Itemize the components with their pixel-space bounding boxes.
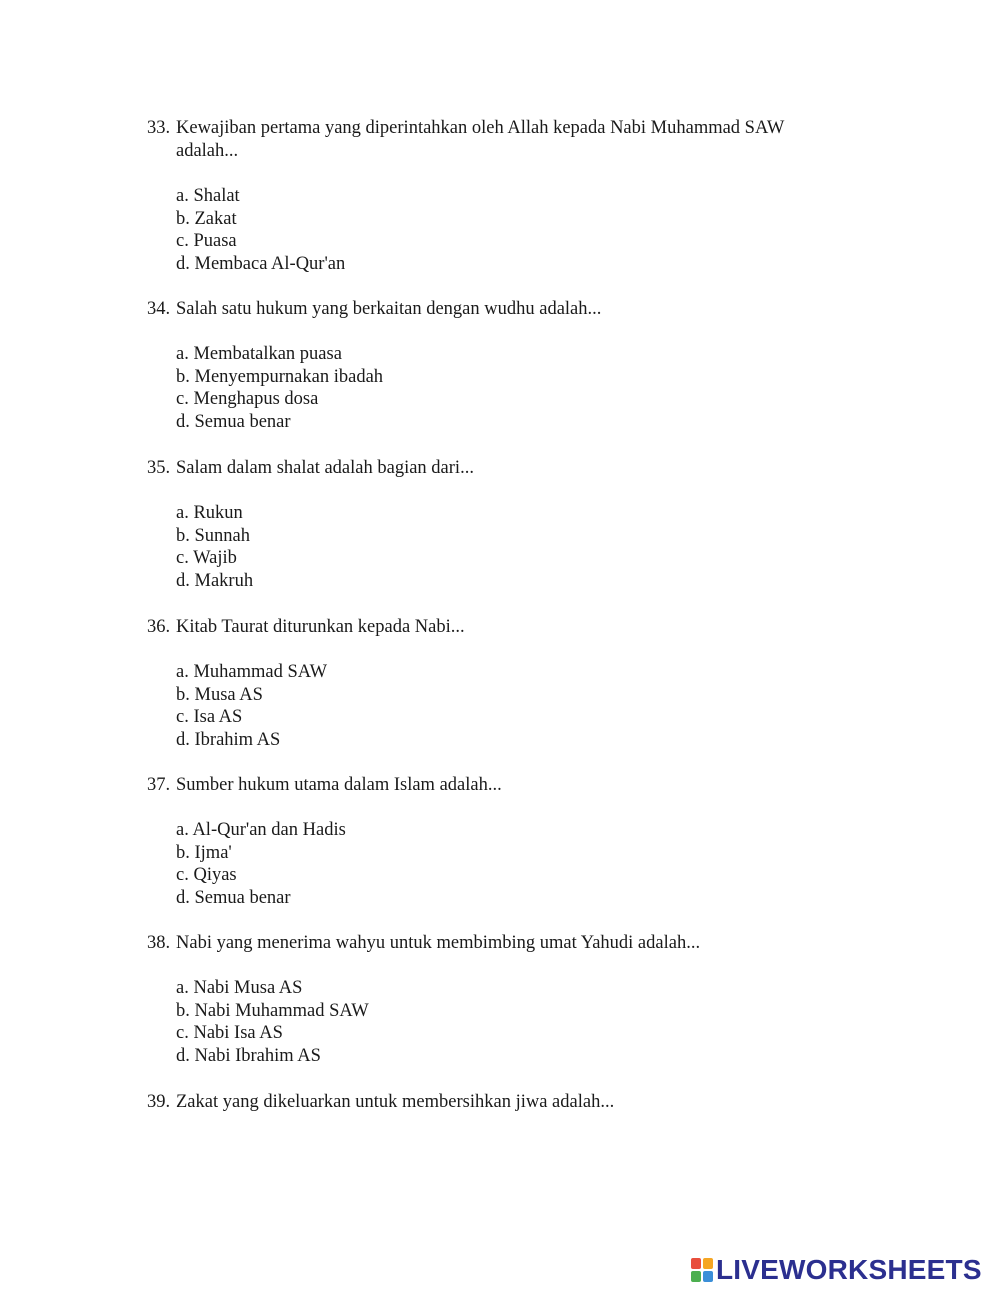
option-c: c. Nabi Isa AS: [176, 1023, 283, 1044]
logo-tile-red: [691, 1258, 701, 1269]
option-b: b. Sunnah: [176, 525, 250, 546]
option-list: [176, 502, 847, 592]
question-33: [147, 117, 847, 275]
option-d: d. Semua benar: [176, 887, 291, 908]
question-number: 39.: [147, 1092, 171, 1112]
question-36: [147, 616, 847, 751]
option-b: b. Musa AS: [176, 684, 263, 705]
question-text: [147, 117, 847, 163]
option-b: b. Ijma': [176, 842, 232, 863]
option-b: b. Menyempurnakan ibadah: [176, 366, 384, 387]
option-c: c. Qiyas: [176, 865, 237, 886]
question-text: [147, 616, 847, 639]
question-35: [147, 457, 847, 592]
question-number: 38.: [147, 933, 171, 953]
option-list: [176, 819, 847, 909]
option-a: a. Nabi Musa AS: [176, 978, 303, 998]
option-a: a. Al-Qur'an dan Hadis: [176, 820, 346, 840]
question-prompt: Salah satu hukum yang berkaitan dengan wudhu adalah...: [176, 299, 602, 319]
option-c: c. Isa AS: [176, 707, 243, 728]
option-d: d. Nabi Ibrahim AS: [176, 1045, 321, 1066]
question-37: [147, 774, 847, 909]
option-b: b. Zakat: [176, 208, 237, 229]
question-number: 35.: [147, 458, 171, 478]
question-text: [147, 457, 847, 480]
question-38: [147, 932, 847, 1067]
liveworksheets-brand[interactable]: [691, 1255, 982, 1285]
question-39: [147, 1091, 847, 1114]
option-d: d. Semua benar: [176, 411, 291, 432]
question-number: 34.: [147, 299, 171, 319]
option-list: [176, 343, 847, 433]
question-number: 33.: [147, 118, 171, 138]
question-prompt: Sumber hukum utama dalam Islam adalah...: [176, 775, 502, 795]
question-prompt: Nabi yang menerima wahyu untuk membimbing umat Yahudi adalah...: [176, 933, 701, 953]
option-list: [176, 185, 847, 275]
option-c: c. Puasa: [176, 231, 237, 252]
logo-tile-blue: [703, 1271, 713, 1282]
liveworksheets-logo-icon: [691, 1258, 713, 1282]
question-prompt: Zakat yang dikeluarkan untuk membersihkan jiwa adalah...: [176, 1092, 615, 1112]
option-list: [176, 661, 847, 751]
question-number: 36.: [147, 617, 171, 637]
option-a: a. Muhammad SAW: [176, 662, 328, 682]
option-a: a. Rukun: [176, 503, 243, 523]
question-text: [147, 1091, 847, 1114]
logo-tile-orange: [703, 1258, 713, 1269]
question-text: [147, 298, 847, 321]
question-prompt: Kewajiban pertama yang diperintahkan oleh Allah kepada Nabi Muhammad SAW adalah...: [176, 118, 784, 161]
brand-name: LIVEWORKSHEETS: [716, 1254, 982, 1285]
question-prompt: Salam dalam shalat adalah bagian dari...: [176, 458, 474, 478]
option-c: c. Wajib: [176, 548, 237, 569]
logo-tile-green: [691, 1271, 701, 1282]
question-text: [147, 932, 847, 955]
question-text: [147, 774, 847, 797]
option-d: d. Ibrahim AS: [176, 729, 281, 750]
option-b: b. Nabi Muhammad SAW: [176, 1000, 369, 1021]
option-a: a. Shalat: [176, 186, 240, 206]
question-34: [147, 298, 847, 433]
option-list: [176, 977, 847, 1067]
question-number: 37.: [147, 775, 171, 795]
question-prompt: Kitab Taurat diturunkan kepada Nabi...: [176, 617, 465, 637]
option-a: a. Membatalkan puasa: [176, 344, 342, 364]
option-d: d. Makruh: [176, 570, 254, 591]
option-d: d. Membaca Al-Qur'an: [176, 253, 346, 274]
option-c: c. Menghapus dosa: [176, 389, 319, 410]
